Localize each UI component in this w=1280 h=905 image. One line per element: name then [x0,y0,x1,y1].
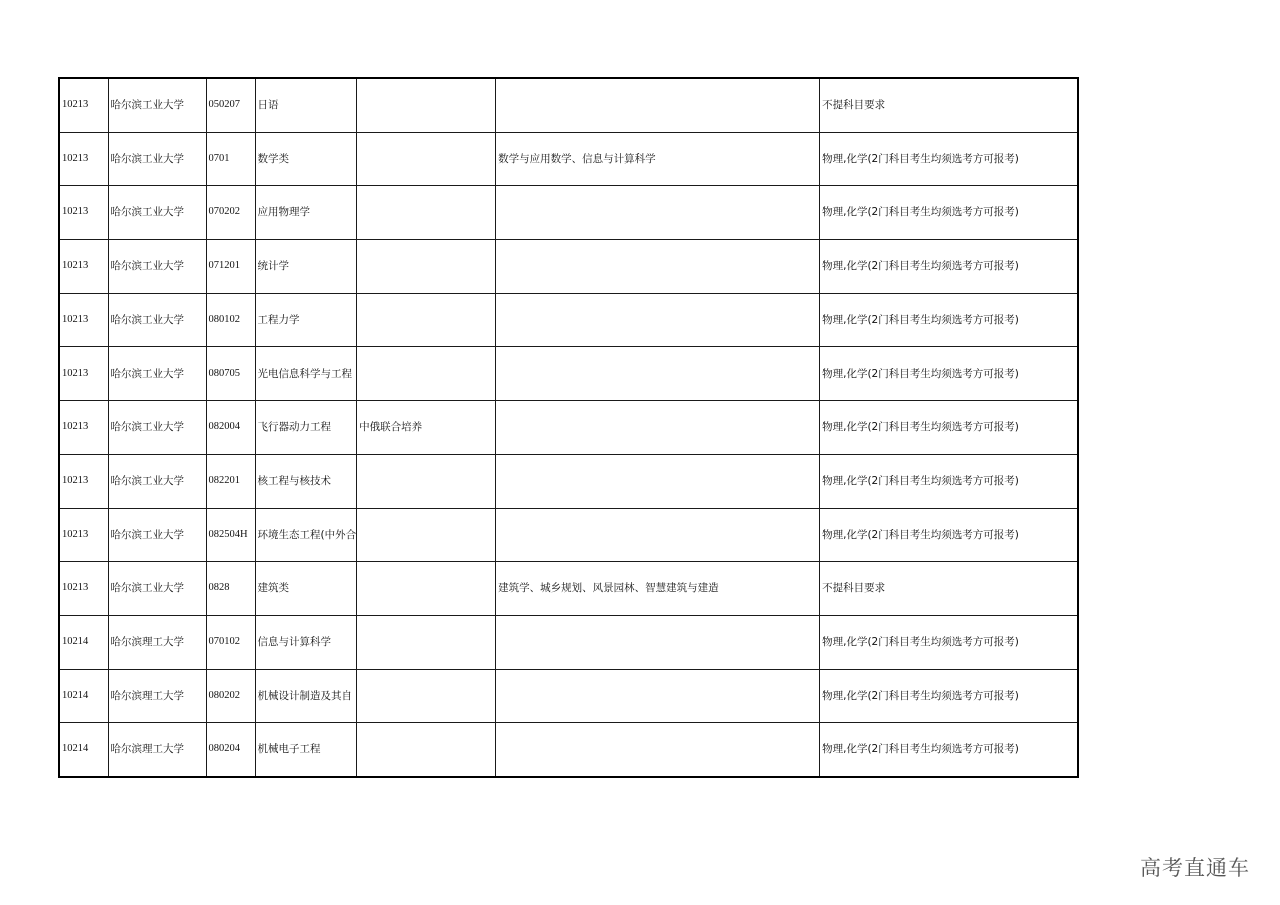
included-majors-cell: 建筑学、城乡规划、风景园林、智慧建筑与建造 [496,562,820,616]
table-row [59,562,1078,616]
major-code-cell: 070202 [206,186,255,240]
included-majors-cell [496,186,820,240]
watermark-logo: 高考直通车 [1140,856,1250,880]
subject-requirement-cell: 物理,化学(2门科目考生均须选考方可报考) [820,401,1078,455]
major-code-cell: 080705 [206,347,255,401]
school-name-cell: 哈尔滨工业大学 [108,347,206,401]
included-majors-cell [496,508,820,562]
note-cell [357,454,496,508]
school-code-cell: 10213 [59,132,108,186]
table-row [59,508,1078,562]
table-row [59,293,1078,347]
major-code-cell: 050207 [206,78,255,132]
table-row [59,132,1078,186]
major-name-cell: 机械设计制造及其自 [255,669,357,723]
table-body [59,78,1078,777]
note-cell [357,562,496,616]
school-name-cell: 哈尔滨理工大学 [108,615,206,669]
table-row [59,186,1078,240]
subject-requirement-cell: 物理,化学(2门科目考生均须选考方可报考) [820,723,1078,777]
subject-requirement-cell: 不提科目要求 [820,78,1078,132]
school-name-cell: 哈尔滨工业大学 [108,240,206,294]
note-cell [357,78,496,132]
school-name-cell: 哈尔滨工业大学 [108,508,206,562]
note-cell: 中俄联合培养 [357,401,496,455]
included-majors-cell [496,78,820,132]
subject-requirement-cell: 物理,化学(2门科目考生均须选考方可报考) [820,132,1078,186]
included-majors-cell [496,293,820,347]
major-name-cell: 光电信息科学与工程 [255,347,357,401]
major-name-cell: 工程力学 [255,293,357,347]
school-name-cell: 哈尔滨工业大学 [108,401,206,455]
major-name-cell: 信息与计算科学 [255,615,357,669]
note-cell [357,615,496,669]
school-code-cell: 10213 [59,78,108,132]
school-code-cell: 10213 [59,508,108,562]
note-cell [357,293,496,347]
table-row [59,723,1078,777]
subject-requirement-cell: 物理,化学(2门科目考生均须选考方可报考) [820,454,1078,508]
included-majors-cell [496,240,820,294]
major-code-cell: 0701 [206,132,255,186]
major-code-cell: 0828 [206,562,255,616]
note-cell [357,240,496,294]
subject-requirement-cell: 物理,化学(2门科目考生均须选考方可报考) [820,669,1078,723]
subject-requirement-cell: 不提科目要求 [820,562,1078,616]
school-code-cell: 10213 [59,454,108,508]
school-code-cell: 10213 [59,562,108,616]
table-row [59,454,1078,508]
school-code-cell: 10213 [59,186,108,240]
table-row [59,240,1078,294]
table-row [59,78,1078,132]
school-name-cell: 哈尔滨工业大学 [108,293,206,347]
major-name-cell: 核工程与核技术 [255,454,357,508]
school-name-cell: 哈尔滨理工大学 [108,723,206,777]
school-code-cell: 10213 [59,347,108,401]
included-majors-cell [496,401,820,455]
major-code-cell: 080102 [206,293,255,347]
note-cell [357,347,496,401]
school-code-cell: 10214 [59,615,108,669]
note-cell [357,669,496,723]
note-cell [357,723,496,777]
major-code-cell: 082004 [206,401,255,455]
school-code-cell: 10213 [59,240,108,294]
major-name-cell: 应用物理学 [255,186,357,240]
major-name-cell: 环境生态工程(中外合 [255,508,357,562]
school-code-cell: 10213 [59,293,108,347]
included-majors-cell [496,723,820,777]
major-name-cell: 机械电子工程 [255,723,357,777]
school-name-cell: 哈尔滨工业大学 [108,78,206,132]
included-majors-cell [496,615,820,669]
table-row [59,615,1078,669]
school-name-cell: 哈尔滨工业大学 [108,454,206,508]
major-name-cell: 建筑类 [255,562,357,616]
major-name-cell: 日语 [255,78,357,132]
note-cell [357,186,496,240]
subject-requirement-cell: 物理,化学(2门科目考生均须选考方可报考) [820,240,1078,294]
major-code-cell: 082504H [206,508,255,562]
major-code-cell: 082201 [206,454,255,508]
major-name-cell: 飞行器动力工程 [255,401,357,455]
school-name-cell: 哈尔滨理工大学 [108,669,206,723]
note-cell [357,508,496,562]
subject-requirement-cell: 物理,化学(2门科目考生均须选考方可报考) [820,347,1078,401]
note-cell [357,132,496,186]
school-code-cell: 10214 [59,669,108,723]
included-majors-cell [496,669,820,723]
data-table [58,77,1079,778]
school-name-cell: 哈尔滨工业大学 [108,562,206,616]
major-name-cell: 统计学 [255,240,357,294]
subject-requirement-cell: 物理,化学(2门科目考生均须选考方可报考) [820,508,1078,562]
included-majors-cell [496,454,820,508]
table-row [59,347,1078,401]
included-majors-cell: 数学与应用数学、信息与计算科学 [496,132,820,186]
subject-requirement-cell: 物理,化学(2门科目考生均须选考方可报考) [820,293,1078,347]
subject-requirement-cell: 物理,化学(2门科目考生均须选考方可报考) [820,186,1078,240]
major-code-cell: 080204 [206,723,255,777]
school-code-cell: 10213 [59,401,108,455]
major-code-cell: 071201 [206,240,255,294]
school-name-cell: 哈尔滨工业大学 [108,132,206,186]
school-code-cell: 10214 [59,723,108,777]
school-name-cell: 哈尔滨工业大学 [108,186,206,240]
major-name-cell: 数学类 [255,132,357,186]
major-code-cell: 070102 [206,615,255,669]
table-row [59,401,1078,455]
subject-requirement-cell: 物理,化学(2门科目考生均须选考方可报考) [820,615,1078,669]
included-majors-cell [496,347,820,401]
major-code-cell: 080202 [206,669,255,723]
table-row [59,669,1078,723]
